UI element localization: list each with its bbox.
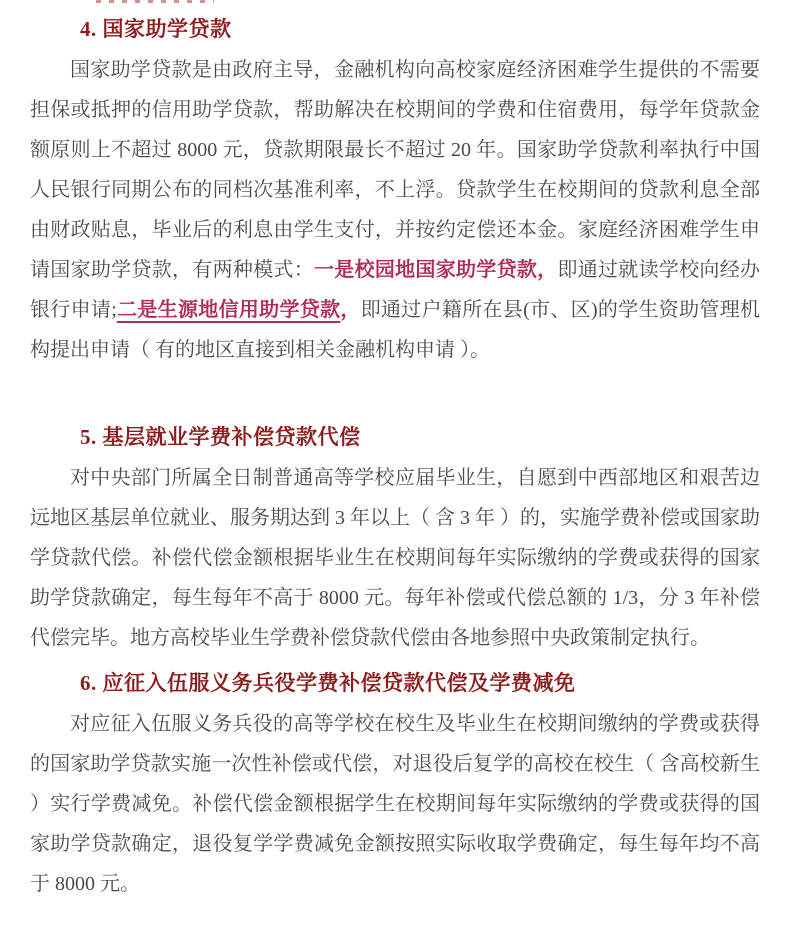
section-grassroots-employment-compensation xyxy=(30,422,760,658)
highlight-campus-based-loan: 一是校园地国家助学贷款， xyxy=(314,259,558,281)
paragraph-text: 对中央部门所属全日制普通高等学校应届毕业生，自愿到中西部地区和艰苦边远地区基层单位就业、服务期达到 3 年以上（ 含 3 年 ）的，实施学费补偿或国家助学贷款代偿。补偿代偿金额根据毕业生在校期间每年实际缴纳的学费或获得的国家助学贷款确定，每生每年不高于 8000 元。每年补偿或代偿总额的 1/3，分 3 年补偿代偿完毕。地方高校毕业生学费补偿贷款代偿由各地参照中央政策制定执行。 xyxy=(30,467,760,649)
section-heading-4: 4. 国家助学贷款 xyxy=(80,17,232,41)
highlight-hometown-credit-loan: 二是生源地信用助学贷款 xyxy=(116,299,341,321)
section-paragraph-4 xyxy=(30,50,760,370)
section-paragraph-6 xyxy=(30,704,760,904)
section-military-service-compensation xyxy=(30,668,760,904)
paragraph-text: 即通过就读学校向经办银行申请; xyxy=(30,259,761,321)
highlight-comma: ， xyxy=(340,299,361,321)
section-heading-6: 6. 应征入伍服义务兵役学费补偿贷款代偿及学费减免 xyxy=(80,671,576,695)
section-paragraph-5 xyxy=(30,458,760,658)
paragraph-text: 国家助学贷款是由政府主导，金融机构向高校家庭经济困难学生提供的不需要担保或抵押的信用助学贷款，帮助解决在校期间的学费和住宿费用，每学年贷款金额原则上不超过 8000 元，贷款期限最长不超过 20 年。国家助学贷款利率执行中国人民银行同期公布的同档次基准利率，不上浮。贷款学生在校期间的贷款利息全部由财政贴息，毕业后的利息由学生支付，并按约定偿还本金。家庭经济困难学生申请国家助学贷款，有两种模式： xyxy=(30,59,760,281)
paragraph-text: 即通过户籍所在县(市、区)的学生资助管理机构提出申请（ 有的地区直接到相关金融机构申请 ）。 xyxy=(30,299,761,361)
section-national-student-loan xyxy=(30,14,760,370)
section-heading-5: 5. 基层就业学费补偿贷款代偿 xyxy=(80,425,361,449)
paragraph-text: 对应征入伍服义务兵役的高等学校在校生及毕业生在校期间缴纳的学费或获得的国家助学贷款实施一次性补偿或代偿，对退役后复学的高校在校生（ 含高校新生 ）实行学费减免。补偿代偿金额根据学生在校期间每年实际缴纳的学费或获得的国家助学贷款确定，退役复学学费减免金额按照实际收取学费确定，每生每年均不高于 8000 元。 xyxy=(30,713,760,895)
clipped-text-fragment xyxy=(96,0,214,3)
